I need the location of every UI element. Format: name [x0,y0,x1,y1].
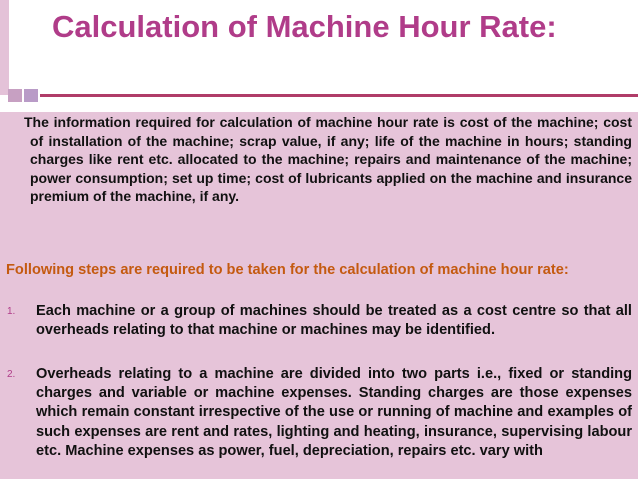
divider-square-1 [8,89,22,102]
list-item-number: 1. [7,306,16,317]
divider-square-2 [24,89,38,102]
divider-line [40,94,638,97]
list-item-text: Overheads relating to a machine are divided into two parts i.e., fixed or standing charges and variable or machine expenses. Standing charges are those expenses which remain constant irrespective of the use or running of machine and examples of such expenses are rent and rates, lighting and heating, insurance, supervising labour etc. Machine expenses as power, fuel, depreciation, repairs etc. vary with [36,366,632,459]
intro-paragraph: The information required for calculation of machine hour rate is cost of the machine; cost of installation of the machine; scrap value, if any; life of the machine in hours; standing charges like rent etc. allocated to the machine; repairs and maintenance of the machine; power consumption; set up time; cost of lubricants applied on the machine and insurance premium of the machine, if any. [24,114,632,204]
steps-heading: Following steps are required to be taken for the calculation of machine hour rate: [6,262,569,278]
decorative-left-bar [0,0,9,95]
slide-title: Calculation of Machine Hour Rate: [52,9,557,44]
list-item-text: Each machine or a group of machines should be treated as a cost centre so that all overheads relating to that machine or machines may be identified. [36,303,632,339]
title-divider [0,89,638,102]
list-item-number: 2. [7,369,16,380]
